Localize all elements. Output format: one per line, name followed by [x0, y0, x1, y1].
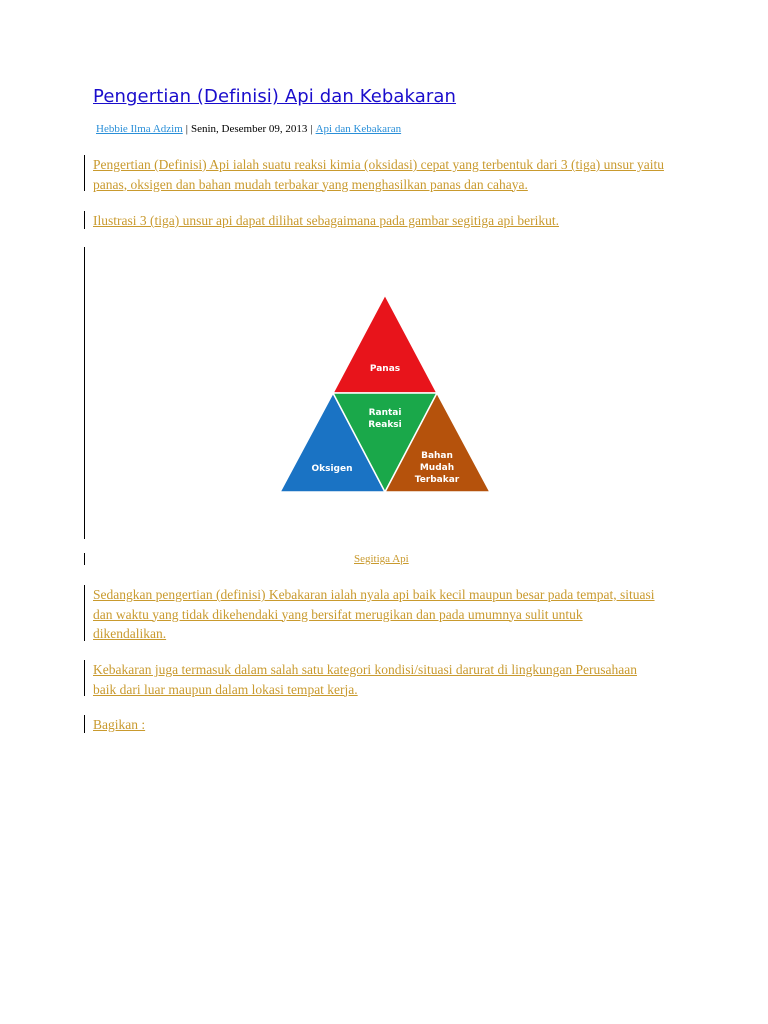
- category-link[interactable]: Api dan Kebakaran: [315, 123, 402, 135]
- paragraph-illustration[interactable]: Ilustrasi 3 (tiga) unsur api dapat dilihat sebagaimana pada gambar segitiga api berikut.: [93, 213, 559, 228]
- label-reaksi: Reaksi: [368, 420, 402, 430]
- quote-bar: [84, 660, 85, 696]
- quote-bar: [84, 247, 85, 539]
- quote-bar: [84, 211, 85, 229]
- figure-caption-link[interactable]: Segitiga Api: [354, 553, 409, 565]
- meta-separator: |: [310, 123, 313, 135]
- quote-bar: [84, 155, 85, 191]
- quote-bar: [84, 585, 85, 641]
- fire-triangle-figure[interactable]: [278, 292, 492, 496]
- author-link[interactable]: Hebbie Ilma Adzim: [96, 123, 183, 135]
- panas-triangle: [333, 295, 437, 393]
- label-bahan: Bahan: [421, 451, 453, 461]
- paragraph-definition-api[interactable]: Pengertian (Definisi) Api ialah suatu reaksi kimia (oksidasi) cepat yang terbentuk dari 3 (tiga) unsur yaitu panas, oksigen dan bahan mudah terbakar yang menghasilkan panas dan cahaya.: [93, 157, 664, 192]
- label-rantai: Rantai: [368, 408, 402, 418]
- quote-bar: [84, 715, 85, 733]
- paragraph-definition-kebakaran[interactable]: Sedangkan pengertian (definisi) Kebakaran ialah nyala api baik kecil maupun besar pada tempat, situasi dan waktu yang tidak dikehendaki yang bersifat merugikan dan pada umumnya sulit untuk dikendalikan.: [93, 587, 655, 641]
- quote-bar: [84, 553, 85, 565]
- article-title[interactable]: Pengertian (Definisi) Api dan Kebakaran: [93, 86, 457, 107]
- label-mudah: Mudah: [419, 463, 455, 473]
- label-panas: Panas: [369, 364, 401, 374]
- label-oksigen: Oksigen: [311, 464, 353, 474]
- share-label[interactable]: Bagikan :: [93, 717, 146, 732]
- paragraph-emergency[interactable]: Kebakaran juga termasuk dalam salah satu kategori kondisi/situasi darurat di lingkungan Perusahaan baik dari luar maupun dalam lokasi tempat kerja.: [93, 662, 637, 697]
- post-date: Senin, Desember 09, 2013: [190, 123, 308, 135]
- meta-separator: |: [185, 123, 188, 135]
- post-meta: [96, 123, 401, 135]
- label-terbakar: Terbakar: [414, 475, 460, 485]
